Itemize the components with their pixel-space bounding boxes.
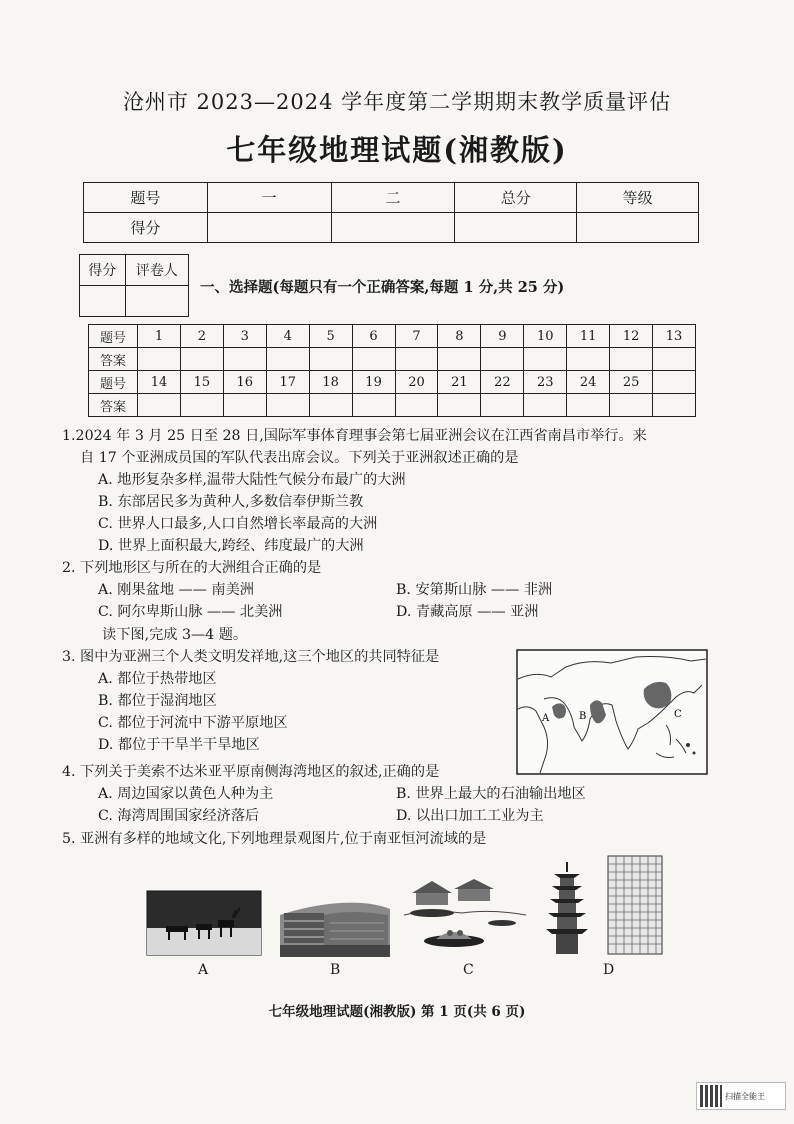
answer-grid-answer-cell (395, 394, 438, 417)
asia-civilization-map (516, 649, 708, 775)
answer-grid-number-cell: 24 (567, 371, 610, 394)
answer-grid-answer-cell (352, 394, 395, 417)
q3-option-d: D. 都位于干旱半干旱地区 (98, 737, 260, 753)
score-cell: 二 (331, 183, 455, 213)
reviewer-cell-empty (125, 286, 188, 317)
scanner-brand: 扫描全能王 (725, 1091, 765, 1101)
answer-grid-number-cell: 1 (138, 325, 181, 348)
score-cell-empty (331, 213, 455, 243)
answer-grid-answer-cell (180, 394, 223, 417)
answer-grid-answer-cell (610, 348, 653, 371)
answer-grid-number-cell: 23 (524, 371, 567, 394)
answer-grid-number-cell: 14 (138, 371, 181, 394)
answer-grid-number-cell: 17 (266, 371, 309, 394)
answer-grid-number-cell: 20 (395, 371, 438, 394)
landscape-image-b (280, 895, 390, 957)
section-title: 一、选择题(每题只有一个正确答案,每题 1 分,共 25 分) (200, 279, 565, 296)
answer-grid-answer-cell (309, 348, 352, 371)
question-1-line2: 自 17 个亚洲成员国的军队代表出席会议。下列关于亚洲叙述正确的是 (80, 450, 519, 466)
image-label-c: C (463, 962, 474, 978)
answer-grid-answer-cell (610, 394, 653, 417)
image-label-d: D (603, 962, 615, 978)
answer-grid-answer-row (89, 394, 696, 417)
score-cell: 得分 (84, 213, 208, 243)
answer-grid-answer-cell (524, 394, 567, 417)
score-cell: 题号 (84, 183, 208, 213)
answer-grid-answer-cell (138, 348, 181, 371)
answer-grid-number-cell: 6 (352, 325, 395, 348)
reviewer-name-label: 评卷人 (125, 255, 188, 286)
q2-option-c: C. 阿尔卑斯山脉 —— 北美洲 (98, 604, 283, 620)
qr-code-icon (700, 1085, 722, 1107)
scanner-watermark (696, 1082, 786, 1110)
q3-option-b: B. 都位于湿润地区 (98, 693, 217, 709)
exam-subtitle: 七年级地理试题(湘教版) (226, 133, 568, 167)
answer-grid-answer-cell (223, 394, 266, 417)
answer-grid-answer-cell (567, 348, 610, 371)
map-label-b: B (579, 711, 587, 722)
question-1-line1: 1.2024 年 3 月 25 日至 28 日,国际军事体育理事会第七届亚洲会议在江西省南昌市举行。来 (62, 428, 647, 444)
answer-grid-answer-cell (309, 394, 352, 417)
q4-option-a: A. 周边国家以黄色人种为主 (98, 786, 274, 802)
score-table-score-row (84, 213, 699, 243)
answer-grid-number-row (89, 371, 696, 394)
answer-grid-answer-cell (481, 348, 524, 371)
q2-option-d: D. 青藏高原 —— 亚洲 (396, 604, 539, 620)
answer-grid-number-cell: 2 (180, 325, 223, 348)
answer-grid-number-cell: 11 (567, 325, 610, 348)
answer-grid-number-cell: 22 (481, 371, 524, 394)
q2-option-b: B. 安第斯山脉 —— 非洲 (396, 582, 553, 598)
q1-option-b: B. 东部居民多为黄种人,多数信奉伊斯兰教 (98, 494, 364, 510)
q1-option-a: A. 地形复杂多样,温带大陆性气候分布最广的大洲 (98, 472, 406, 488)
landscape-image-c (402, 875, 528, 957)
landscape-image-a (146, 890, 262, 956)
score-cell-empty (577, 213, 699, 243)
reviewer-score-label: 得分 (80, 255, 126, 286)
answer-grid-answer-cell (352, 348, 395, 371)
answer-grid-answer-row (89, 348, 696, 371)
map-label-c: C (674, 709, 682, 720)
score-cell: 总分 (455, 183, 577, 213)
image-label-a: A (198, 962, 209, 978)
answer-grid-row-label: 题号 (89, 325, 138, 348)
exam-header-title: 沧州市 2023—2024 学年度第二学期期末教学质量评估 (122, 90, 672, 114)
answer-grid-number-cell: 10 (524, 325, 567, 348)
answer-grid-answer-cell (266, 394, 309, 417)
q1-option-c: C. 世界人口最多,人口自然增长率最高的大洲 (98, 516, 378, 532)
answer-grid-row-label: 答案 (89, 348, 138, 371)
answer-grid-number-cell: 7 (395, 325, 438, 348)
answer-grid (88, 324, 696, 417)
q4-option-c: C. 海湾周围国家经济落后 (98, 808, 260, 824)
q4-option-d: D. 以出口加工工业为主 (396, 808, 544, 824)
answer-grid-number-cell: 21 (438, 371, 481, 394)
answer-grid-answer-cell (653, 394, 696, 417)
q1-option-d: D. 世界上面积最大,跨经、纬度最广的大洲 (98, 538, 364, 554)
q3-option-a: A. 都位于热带地区 (98, 671, 217, 687)
reviewer-box (79, 254, 189, 317)
score-cell-empty (455, 213, 577, 243)
answer-grid-number-cell: 12 (610, 325, 653, 348)
score-table-header-row (84, 183, 699, 213)
answer-grid-row-label: 题号 (89, 371, 138, 394)
answer-grid-answer-cell (438, 348, 481, 371)
answer-grid-number-cell: 15 (180, 371, 223, 394)
answer-grid-answer-cell (180, 348, 223, 371)
answer-grid-number-cell: 13 (653, 325, 696, 348)
question-5: 5. 亚洲有多样的地域文化,下列地理景观图片,位于南亚恒河流域的是 (62, 831, 487, 847)
score-table (83, 182, 699, 243)
answer-grid-number-cell: 9 (481, 325, 524, 348)
answer-grid-answer-cell (138, 394, 181, 417)
answer-grid-number-cell: 8 (438, 325, 481, 348)
question-4: 4. 下列关于美索不达米亚平原南侧海湾地区的叙述,正确的是 (62, 764, 440, 780)
answer-grid-number-cell: 3 (223, 325, 266, 348)
answer-grid-number-cell (653, 371, 696, 394)
answer-grid-row-label: 答案 (89, 394, 138, 417)
question-2: 2. 下列地形区与所在的大洲组合正确的是 (62, 560, 322, 576)
answer-grid-number-cell: 4 (266, 325, 309, 348)
answer-grid-number-cell: 18 (309, 371, 352, 394)
answer-grid-number-cell: 16 (223, 371, 266, 394)
landscape-image-d (544, 852, 666, 958)
answer-grid-answer-cell (266, 348, 309, 371)
answer-grid-answer-cell (653, 348, 696, 371)
reviewer-cell-empty (80, 286, 126, 317)
answer-grid-answer-cell (395, 348, 438, 371)
score-cell-empty (207, 213, 331, 243)
score-cell: 等级 (577, 183, 699, 213)
answer-grid-answer-cell (524, 348, 567, 371)
q4-option-b: B. 世界上最大的石油输出地区 (396, 786, 586, 802)
read-map-instruction: 读下图,完成 3—4 题。 (102, 627, 248, 643)
question-3: 3. 图中为亚洲三个人类文明发祥地,这三个地区的共同特征是 (62, 649, 440, 665)
answer-grid-number-cell: 5 (309, 325, 352, 348)
answer-grid-number-cell: 19 (352, 371, 395, 394)
q3-option-c: C. 都位于河流中下游平原地区 (98, 715, 288, 731)
map-label-a: A (542, 713, 550, 724)
page-footer: 七年级地理试题(湘教版) 第 1 页(共 6 页) (268, 1004, 526, 1020)
answer-grid-number-cell: 25 (610, 371, 653, 394)
answer-grid-answer-cell (567, 394, 610, 417)
score-cell: 一 (207, 183, 331, 213)
answer-grid-answer-cell (223, 348, 266, 371)
q2-option-a: A. 刚果盆地 —— 南美洲 (98, 582, 254, 598)
answer-grid-number-row (89, 325, 696, 348)
image-label-b: B (330, 962, 341, 978)
answer-grid-answer-cell (438, 394, 481, 417)
answer-grid-answer-cell (481, 394, 524, 417)
